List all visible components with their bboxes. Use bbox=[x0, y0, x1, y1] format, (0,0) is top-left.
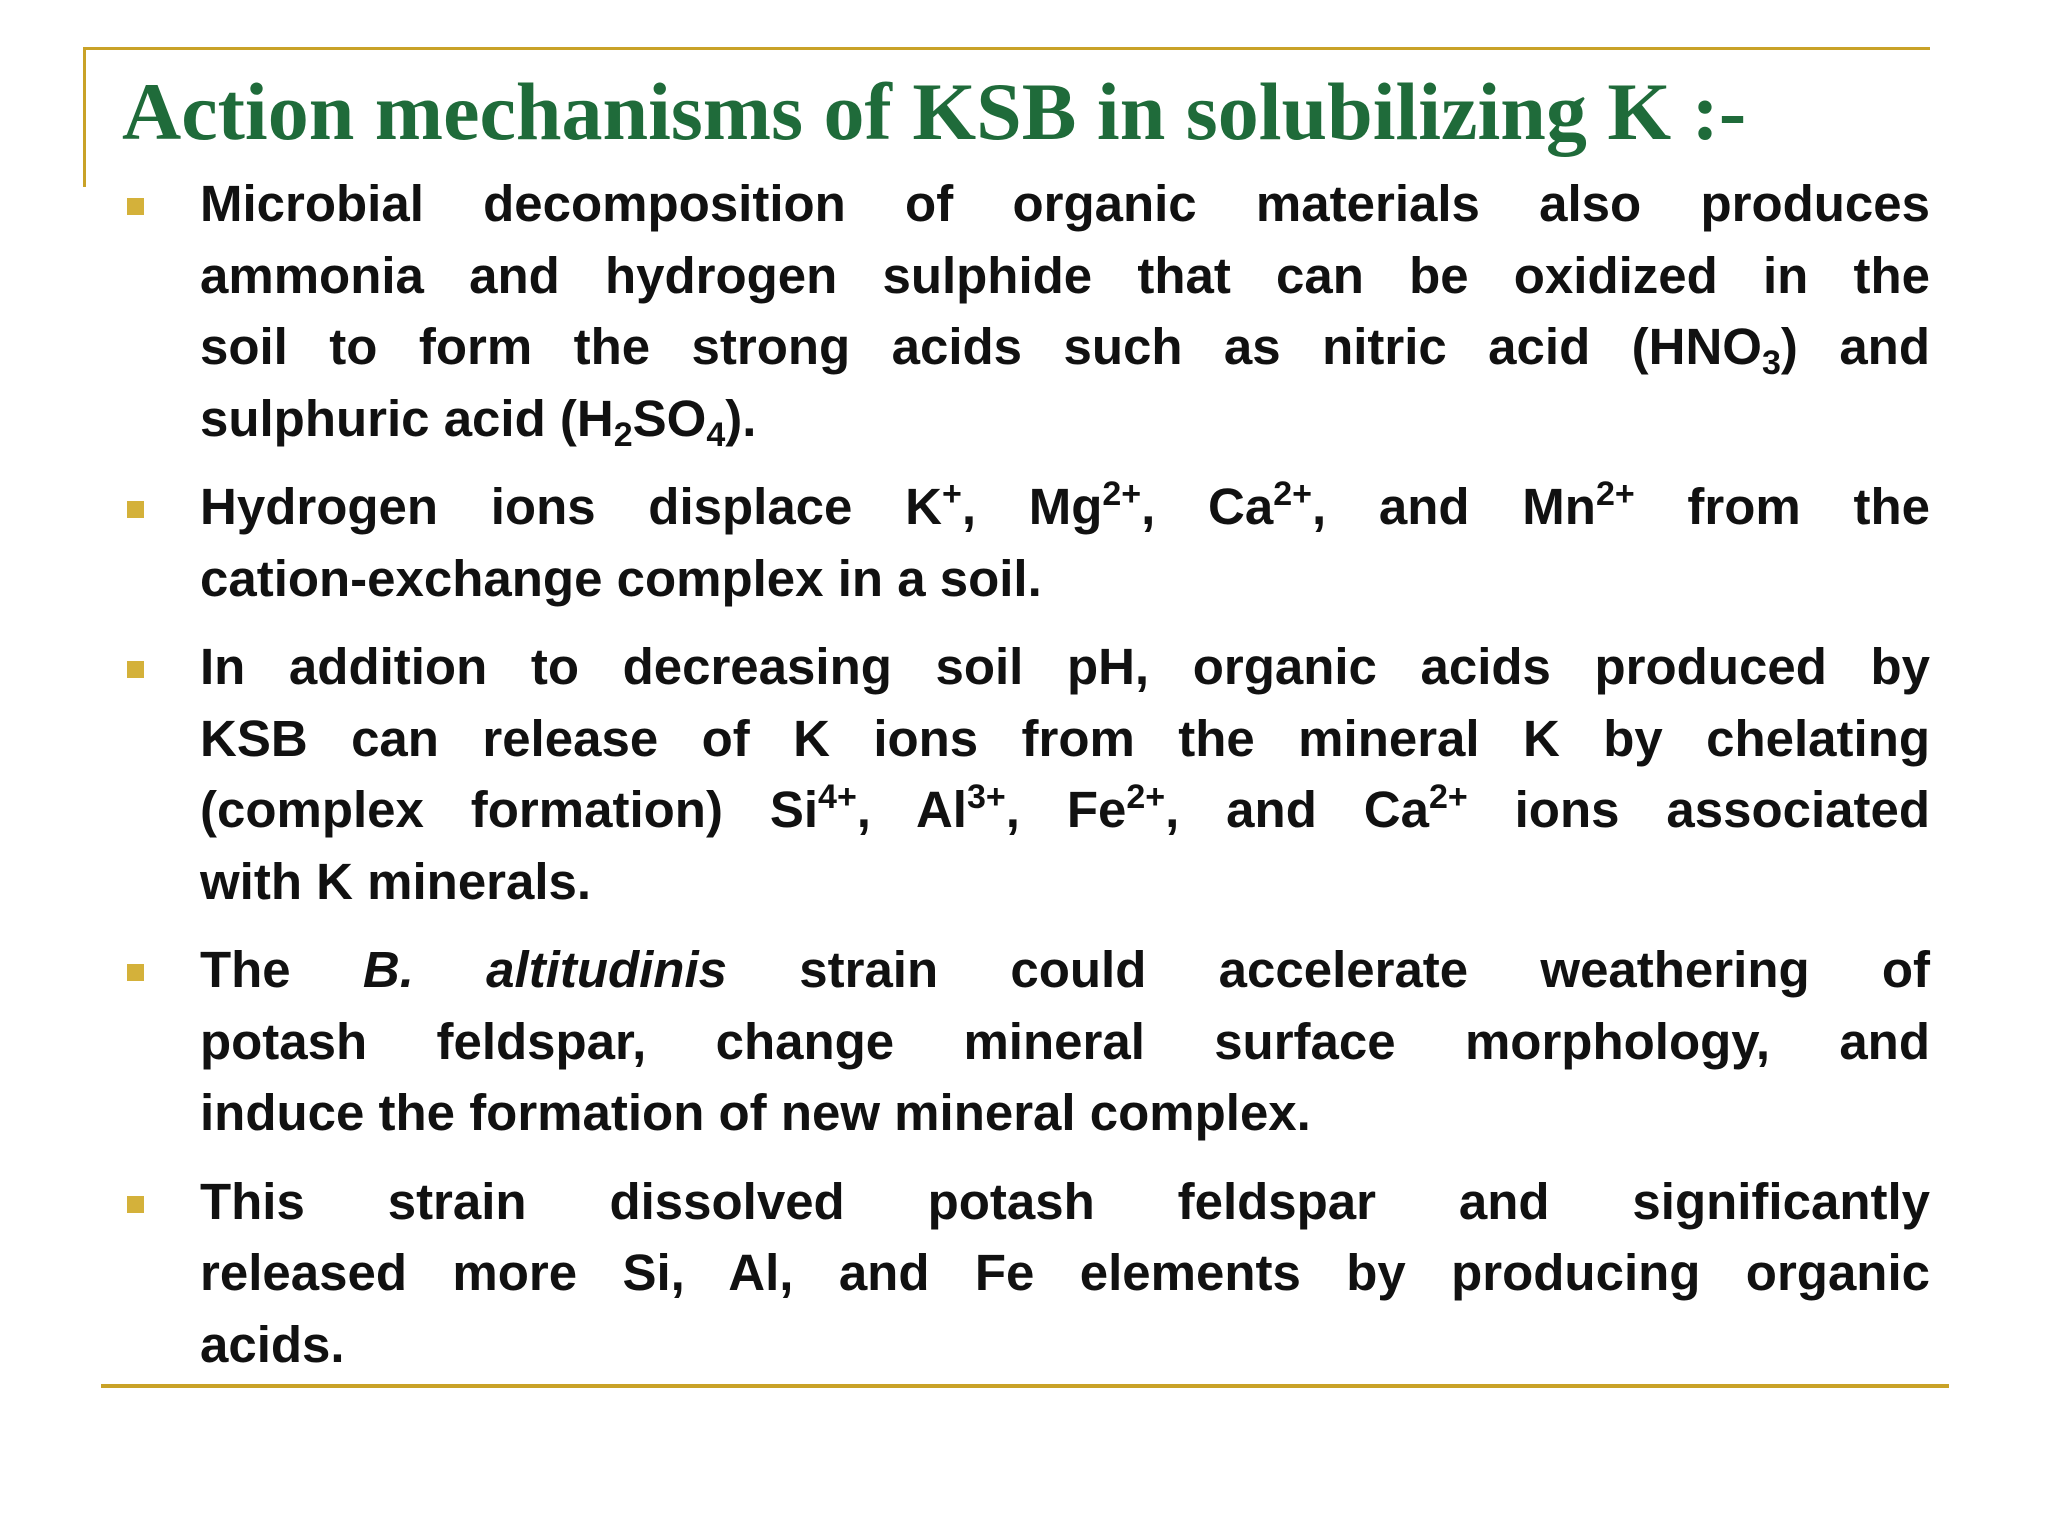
square-bullet-icon bbox=[127, 1196, 144, 1213]
text-run: (complex formation) Si bbox=[200, 781, 819, 838]
text-run: ). bbox=[725, 389, 757, 447]
superscript: 2+ bbox=[1273, 475, 1312, 513]
text-run: from the bbox=[1634, 478, 1930, 535]
bullet-3-line-1: In addition to decreasing soil pH, organic acids produced by bbox=[200, 638, 1930, 695]
bullet-item-5 bbox=[122, 1166, 1930, 1381]
species-name: B. altitudinis bbox=[362, 941, 727, 998]
text-run: , and Ca bbox=[1165, 781, 1429, 838]
bullet-4-line-3: induce the formation of new mineral complex. bbox=[200, 1084, 1311, 1141]
bullet-1-line-4 bbox=[200, 383, 1930, 455]
bullet-5-line-3: acids. bbox=[200, 1315, 345, 1373]
bullet-4-line-2: potash feldspar, change mineral surface morphology, and bbox=[200, 1012, 1930, 1070]
bullet-2-line-2: cation-exchange complex in a soil. bbox=[200, 549, 1042, 607]
text-run: sulphuric acid (H bbox=[200, 389, 614, 447]
bullet-4-line-1 bbox=[200, 934, 1930, 1006]
superscript: 2+ bbox=[1102, 475, 1142, 513]
subscript: 4 bbox=[706, 415, 726, 454]
superscript: 4+ bbox=[818, 778, 857, 816]
superscript: 3+ bbox=[966, 778, 1006, 816]
text-run: strain could accelerate weathering of bbox=[727, 941, 1931, 998]
bullet-1-line-1: Microbial decomposition of organic materials also produces bbox=[200, 175, 1930, 232]
bullet-3-line-2: KSB can release of K ions from the mineral K by chelating bbox=[200, 709, 1930, 767]
square-bullet-icon bbox=[127, 964, 144, 981]
text-run: Hydrogen ions displace K bbox=[200, 478, 942, 535]
superscript: 2+ bbox=[1595, 475, 1635, 513]
bullet-item-3 bbox=[122, 631, 1930, 917]
text-run: ) and bbox=[1780, 318, 1930, 375]
text-run: , Al bbox=[856, 781, 967, 838]
superscript: + bbox=[941, 475, 962, 513]
bullet-list bbox=[122, 168, 1930, 1397]
bullet-5-line-1: This strain dissolved potash feldspar and significantly bbox=[200, 1172, 1930, 1230]
text-run: , Fe bbox=[1005, 781, 1127, 838]
text-run: SO bbox=[632, 389, 707, 447]
square-bullet-icon bbox=[127, 501, 144, 518]
text-run: The bbox=[200, 941, 363, 998]
text-run: , Ca bbox=[1141, 478, 1274, 535]
square-bullet-icon bbox=[127, 198, 144, 215]
bullet-item-4 bbox=[122, 934, 1930, 1149]
bullet-3-line-4: with K minerals. bbox=[200, 852, 592, 910]
bottom-rule bbox=[101, 1384, 1949, 1388]
bullet-5-line-2: released more Si, Al, and Fe elements by producing organic bbox=[200, 1244, 1930, 1301]
bullet-item-2 bbox=[122, 471, 1930, 614]
text-run: ions associated bbox=[1467, 781, 1931, 838]
superscript: 2+ bbox=[1126, 778, 1166, 816]
bullet-3-line-3 bbox=[200, 774, 1930, 846]
bullet-1-line-2: ammonia and hydrogen sulphide that can be oxidized in the bbox=[200, 246, 1930, 304]
bullet-2-line-1 bbox=[200, 471, 1930, 543]
bullet-1-line-3 bbox=[200, 311, 1930, 383]
subscript: 3 bbox=[1761, 344, 1781, 382]
text-run: soil to form the strong acids such as nitric acid (HNO bbox=[200, 318, 1762, 375]
superscript: 2+ bbox=[1428, 778, 1468, 816]
square-bullet-icon bbox=[127, 661, 144, 678]
text-run: , and Mn bbox=[1312, 478, 1596, 535]
top-rule bbox=[83, 47, 1930, 50]
subscript: 2 bbox=[613, 415, 633, 454]
bullet-item-1 bbox=[122, 168, 1930, 454]
left-rule bbox=[83, 47, 86, 187]
text-run: , Mg bbox=[961, 478, 1103, 535]
slide-title: Action mechanisms of KSB in solubilizing K :- bbox=[122, 66, 1747, 157]
